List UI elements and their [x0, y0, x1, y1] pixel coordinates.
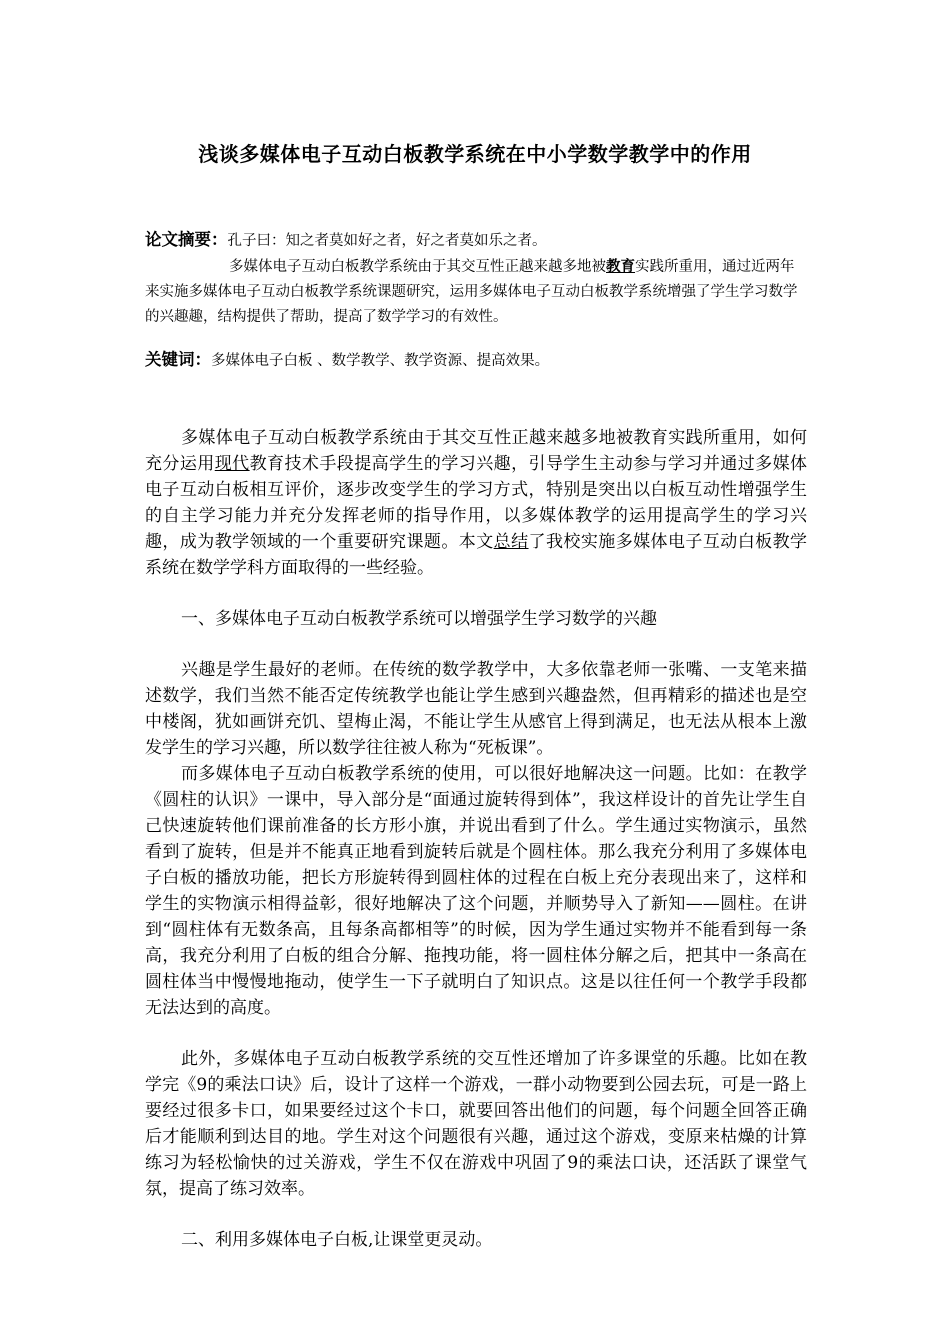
keywords-text: 多媒体电子白板 、数学教学、教学资源、提高效果。 — [211, 353, 550, 369]
document-title: 浅谈多媒体电子互动白板教学系统在中小学数学教学中的作用 — [198, 142, 752, 166]
abstract-section — [145, 227, 805, 330]
abstract-text-a: 多媒体电子互动白板教学系统由于其交互性正越来越多地被 — [229, 259, 606, 275]
paragraph-game: 此外，多媒体电子互动白板教学系统的交互性还增加了许多课堂的乐趣。比如在教学完《9的乘法口诀》后，设计了这样一个游戏，一群小动物要到公园去玩，可是一路上要经过很多卡口，如果要经过这个卡口，就要回答出他们的问题，每个问题全回答正确后才能顺利到达目的地。学生对这个问题很有兴趣，通过这个游戏，变原来枯燥的计算练习为轻松愉快的过关游戏，学生不仅在游戏中巩固了9的乘法口诀，还活跃了课堂气氛，提高了练习效率。 — [145, 1049, 807, 1199]
section-heading-2: 二、利用多媒体电子白板,让课堂更灵动。 — [181, 1230, 493, 1250]
abstract-first-line — [145, 227, 805, 254]
abstract-label: 论文摘要： — [145, 230, 228, 249]
abstract-text-b: 实践所重用，通过近两年来实施多媒体电子互动白板教学系统课题研究，运用多媒体电子互动白板教学系统增强了学生学习数学的兴趣趣，结构提供了帮助，提高了数学学习的有效性。 — [145, 259, 798, 325]
abstract-link-education[interactable]: 教育 — [606, 258, 635, 275]
link-modern[interactable]: 现代 — [214, 454, 250, 474]
intro-text-c: 了我校实施多媒体电子互动白板教学系统在数学学科方面取得的一些经验。 — [145, 532, 808, 578]
paragraph-interest: 兴趣是学生最好的老师。在传统的数学教学中，大多依靠老师一张嘴、一支笔来描述数学，我们当然不能否定传统教学也能让学生感到兴趣盎然，但再精彩的描述也是空中楼阁，犹如画饼充饥、望梅止渴，不能让学生从感官上得到满足，也无法从根本上激发学生的学习兴趣，所以数学往往被人称为“死板课”。 — [145, 660, 807, 758]
keywords-section — [145, 347, 805, 374]
intro-text-a: 多媒体电子互动白板教学系统由于其交互性正越来越多地被教育实践所重用，如何充分运用 — [145, 428, 807, 474]
body-text — [145, 425, 807, 1253]
section-heading-1: 一、多媒体电子互动白板教学系统可以增强学生学习数学的兴趣 — [181, 609, 657, 629]
intro-text-b: 教育技术手段提高学生的学习兴趣，引导学生主动参与学习并通过多媒体电子互动白板相互评价，逐步改变学生的学习方式，特别是突出以白板互动性增强学生的自主学习能力并充分发挥老师的指导作用，以多媒体教学的运用提高学生的学习兴趣，成为教学领域的一个重要研究课题。本文 — [145, 454, 808, 552]
abstract-quote: 孔子曰：知之者莫如好之者，好之者莫如乐之者。 — [227, 233, 547, 249]
intro-paragraph — [145, 425, 807, 581]
abstract-paragraph — [145, 254, 805, 330]
keywords-label: 关键词： — [145, 350, 211, 369]
paragraph-cylinder: 而多媒体电子互动白板教学系统的使用，可以很好地解决这一问题。比如：在教学《圆柱的认识》一课中，导入部分是“面通过旋转得到体”，我这样设计的首先让学生自己快速旋转他们课前准备的长方形小旗，并说出看到了什么。学生通过实物演示，虽然看到了旋转，但是并不能真正地看到旋转后就是个圆柱体。那么我充分利用了多媒体电子白板的播放功能，把长方形旋转得到圆柱体的过程在白板上充分表现出来了，这样和学生的实物演示相得益彰，很好地解决了这个问题，并顺势导入了新知——圆柱。在讲到“圆柱体有无数条高，且每条高都相等”的时候，因为学生通过实物并不能看到每一条高，我充分利用了白板的组合分解、拖拽功能，将一圆柱体分解之后，把其中一条高在圆柱体当中慢慢地拖动，使学生一下子就明白了知识点。这是以往任何一个教学手段都无法达到的高度。 — [145, 764, 807, 1018]
link-summary[interactable]: 总结 — [493, 532, 529, 552]
